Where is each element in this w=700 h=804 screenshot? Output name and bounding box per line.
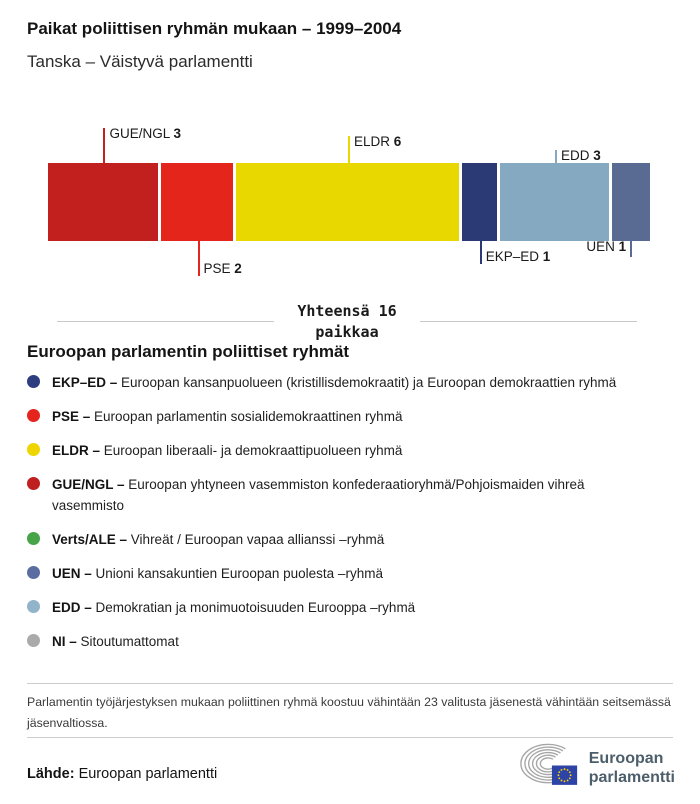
legend-text: PSE – Euroopan parlamentin sosialidemokraattinen ryhmä (52, 409, 403, 424)
callout-label: UEN 1 (586, 239, 627, 254)
eu-flag-icon (552, 766, 577, 785)
legend-text: NI – Sitoutumattomat (52, 634, 179, 649)
callout-tick (630, 241, 632, 257)
callout-tick (555, 150, 557, 163)
legend-text: ELDR – Euroopan liberaali- ja demokraattipuolueen ryhmä (52, 443, 403, 458)
logo-line2: parlamentti (588, 769, 675, 786)
callout-tick (198, 241, 200, 276)
legend (27, 372, 647, 665)
callout-label: EKP–ED 1 (485, 249, 551, 264)
callout-label: PSE 2 (203, 261, 242, 276)
legend-row (27, 597, 647, 618)
callout-label: ELDR 6 (354, 134, 402, 149)
total-seats-row (57, 301, 637, 343)
page-subtitle: Tanska – Väistyvä parlamentti (27, 52, 253, 71)
footnote: Parlamentin työjärjestyksen mukaan poliittinen ryhmä koostuu vähintään 23 valitusta jäsenestä vähintään seitsemässä jäsenvaltiossa. (27, 695, 671, 730)
page-title: Paikat poliittisen ryhmän mukaan – 1999–2004 (27, 19, 402, 38)
legend-row (27, 440, 647, 461)
bar-segment-pse (161, 163, 236, 241)
legend-heading: Euroopan parlamentin poliittiset ryhmät (27, 342, 350, 361)
total-divider-left (57, 321, 274, 322)
legend-dot (27, 634, 40, 647)
legend-dot (27, 566, 40, 579)
source-line (27, 766, 217, 782)
total-seats-label: Yhteensä 16 paikkaa (297, 302, 397, 341)
bar-segment-edd (500, 163, 613, 241)
legend-dot (27, 600, 40, 613)
legend-dot (27, 443, 40, 456)
legend-text: EKP–ED – Euroopan kansanpuolueen (kristillisdemokraatit) ja Euroopan demokraattien ryhmä (52, 375, 617, 390)
bar-segment-uen (612, 163, 650, 241)
legend-row (27, 529, 647, 550)
source-value: Euroopan parlamentti (78, 766, 218, 782)
hemicycle-icon (519, 742, 581, 789)
logo-wordmark (589, 749, 675, 787)
legend-text: UEN – Unioni kansakuntien Euroopan puolesta –ryhmä (52, 566, 383, 581)
ep-logo (519, 742, 675, 789)
legend-dot (27, 375, 40, 388)
callout-tick (103, 128, 105, 163)
legend-text: EDD – Demokratian ja monimuotoisuuden Eurooppa –ryhmä (52, 600, 416, 615)
legend-row (27, 563, 647, 584)
legend-text: GUE/NGL – Euroopan yhtyneen vasemmiston konfederaatioryhmä/Pohjoismaiden vihreä vasemmisto (52, 477, 585, 513)
legend-row (27, 372, 647, 393)
total-divider-right (420, 321, 637, 322)
footnote-divider-bottom (27, 737, 673, 738)
legend-row (27, 406, 647, 427)
legend-row (27, 474, 647, 516)
callout-tick (348, 136, 350, 163)
callout-tick (480, 241, 482, 264)
bar-segment-ekp-ed (462, 163, 500, 241)
legend-dot (27, 477, 40, 490)
bar-segment-gue-ngl (48, 163, 161, 241)
legend-text: Verts/ALE – Vihreät / Euroopan vapaa allianssi –ryhmä (52, 532, 385, 547)
source-label: Lähde: (27, 766, 75, 782)
bar-segment-eldr (236, 163, 462, 241)
legend-dot (27, 532, 40, 545)
logo-line1: Euroopan (588, 750, 664, 767)
callout-label: GUE/NGL 3 (109, 126, 181, 141)
footnote-divider-top (27, 683, 673, 684)
legend-dot (27, 409, 40, 422)
callout-label: EDD 3 (560, 148, 601, 163)
legend-row (27, 631, 647, 652)
